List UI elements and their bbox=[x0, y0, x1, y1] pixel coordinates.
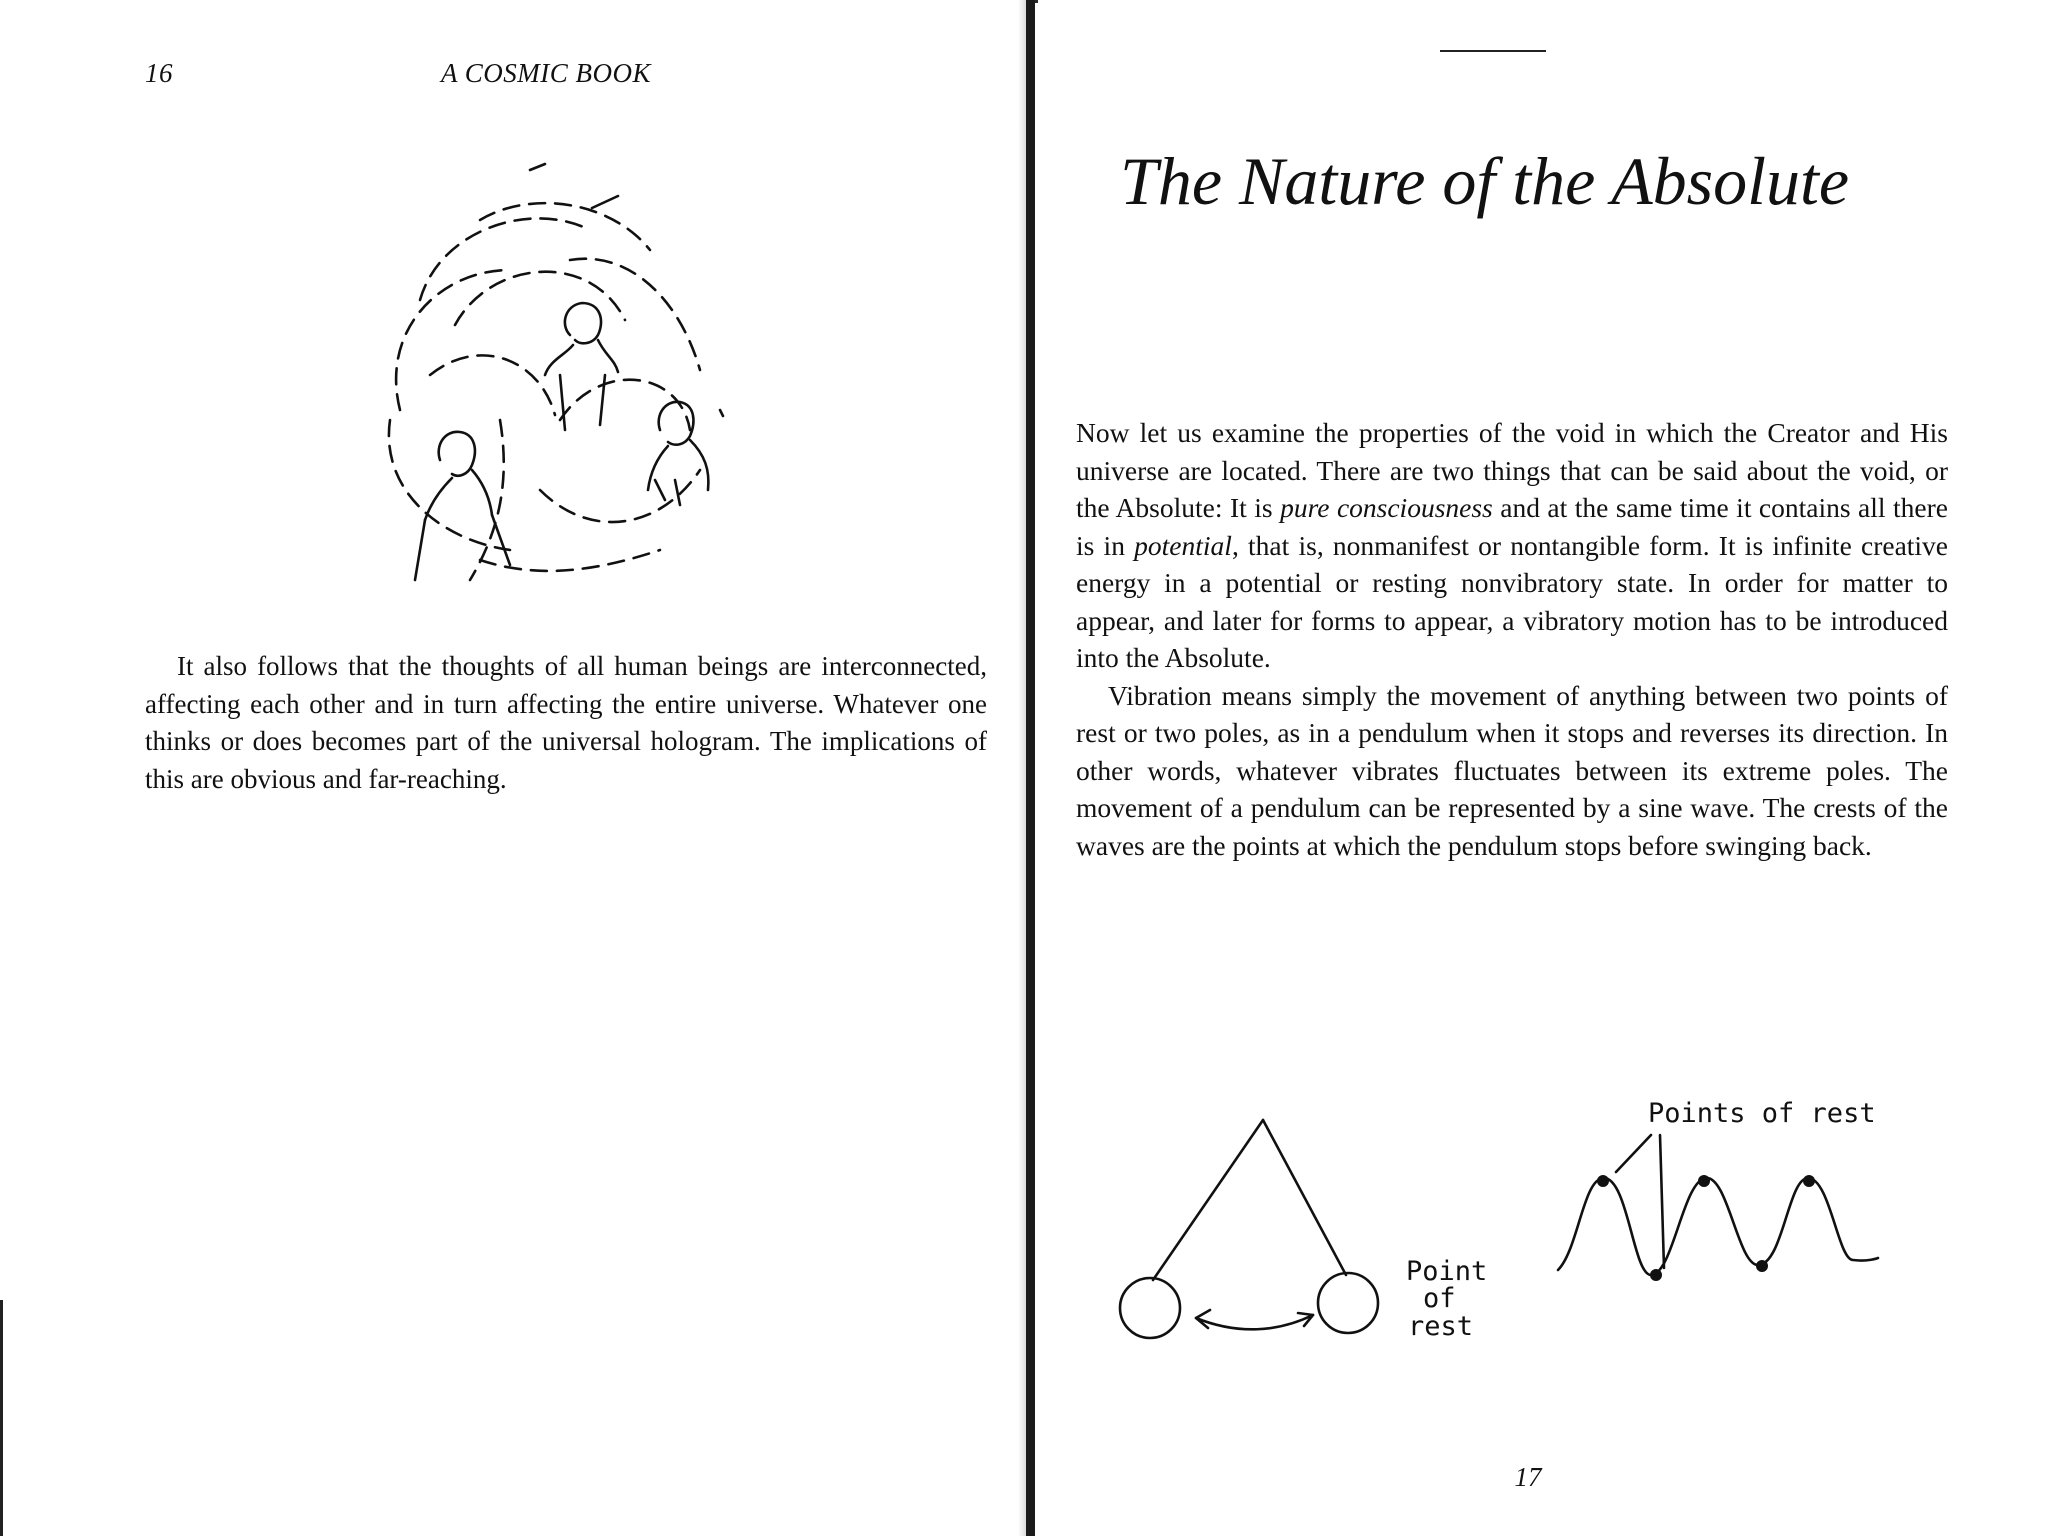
scan-left-edge bbox=[0, 1300, 3, 1536]
book-gutter bbox=[1026, 0, 1035, 1536]
paragraph-1-part-3: , that is, nonmanifest or nontangible form. It is infinite creative energy in a potential or resting nonvibratory state. In order for matter to appear, and later for forms to appear, a vibratory motion has to be introduced into the Absolute. bbox=[1076, 529, 1949, 673]
pendulum-drawing bbox=[1120, 1120, 1378, 1338]
running-title: A COSMIC BOOK bbox=[441, 58, 652, 88]
pendulum-label-of: of bbox=[1423, 1283, 1456, 1314]
page-number-left: 16 bbox=[145, 58, 173, 88]
paragraph: It also follows that the thoughts of all human beings are interconnected, affecting each other and in turn affecting the entire universe. Whatever one thinks or does becomes part of the universal hologram. The implications of this are obvious and far-reaching. bbox=[145, 651, 987, 794]
chapter-title: The Nature of the Absolute bbox=[1120, 143, 1850, 219]
right-page bbox=[1038, 0, 2048, 1536]
paragraph-1-part-2: and at the same time it contains all there is in bbox=[1076, 492, 1948, 561]
right-body-text bbox=[1076, 414, 1948, 864]
pendulum-label-rest: rest bbox=[1408, 1311, 1474, 1342]
gutter-shadow bbox=[1018, 0, 1026, 1536]
sine-wave-drawing bbox=[1558, 1135, 1878, 1275]
left-body-text bbox=[145, 648, 987, 798]
paragraph-1 bbox=[1076, 414, 1948, 677]
chapter-rule bbox=[1440, 50, 1546, 52]
pendulum-and-sine-wave-diagram bbox=[1078, 1100, 1938, 1360]
paragraph-2: Vibration means simply the movement of anything between two points of rest or two poles, as in a pendulum when it stops and reverses its direction. In other words, whatever vibrates fluctuates between its extreme poles. The movement of a pendulum can be represented by a sine wave. The crests of the waves are the points at which the pendulum stops before swinging back. bbox=[1076, 679, 1948, 861]
paragraph-1-part-1: Now let us examine the properties of the void in which the Creator and His universe are located. There are two things that can be said about the void, or the Absolute: It is bbox=[1076, 417, 1948, 523]
emphasis-pure-consciousness: pure consciousness bbox=[1280, 492, 1493, 523]
emphasis-potential: potential bbox=[1134, 529, 1232, 561]
wave-label-points-of-rest: Points of rest bbox=[1648, 1100, 1876, 1129]
interconnected-thoughts-illustration bbox=[360, 160, 780, 600]
pendulum-label-point: Point bbox=[1406, 1256, 1488, 1287]
page-number-right: 17 bbox=[1514, 1462, 1542, 1492]
